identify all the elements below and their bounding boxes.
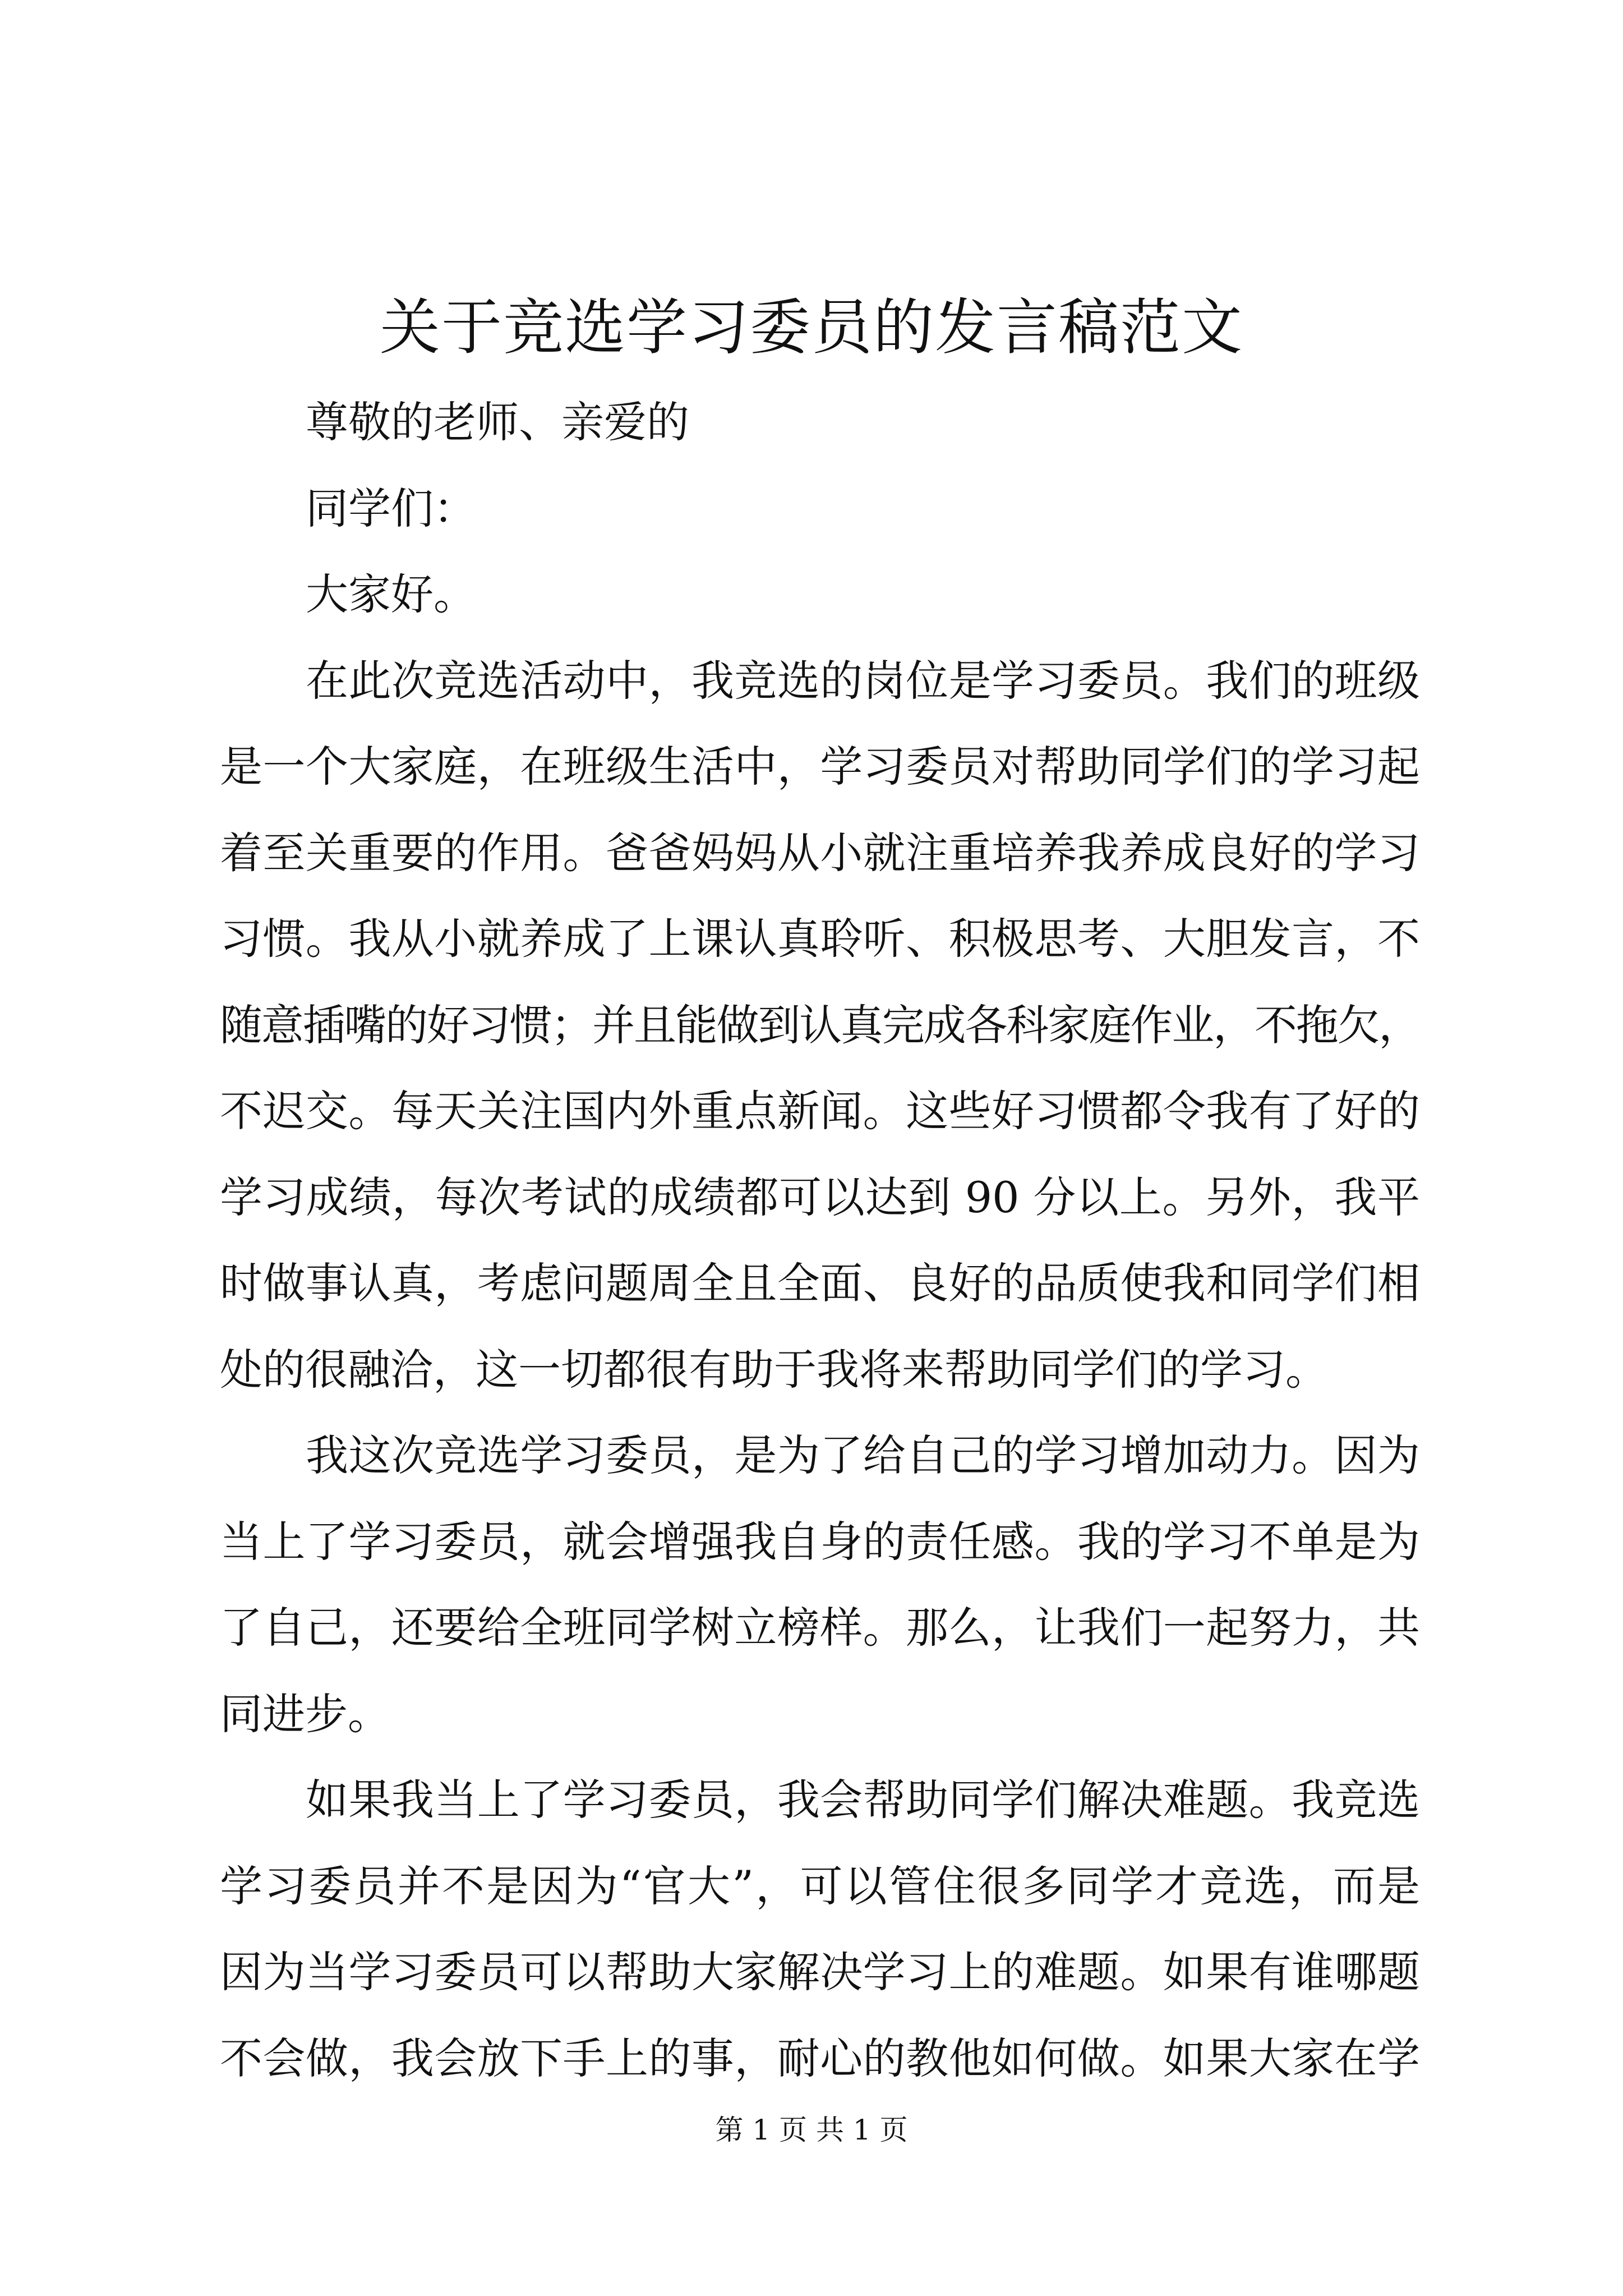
text-line: 随意插嘴的好习惯；并且能做到认真完成各科家庭作业，不拖欠， [220,1000,1420,1050]
text-line: 因为当学习委员可以帮助大家解决学习上的难题。如果有谁哪题 [220,1947,1420,1997]
text-line: 处的很融洽，这一切都很有助于我将来帮助同学们的学习。 [220,1344,1328,1395]
page-footer: 第 1 页 共 1 页 [715,2114,908,2146]
text-line: 习惯。我从小就养成了上课认真聆听、积极思考、大胆发言，不 [220,914,1420,964]
text-line: 着至关重要的作用。爸爸妈妈从小就注重培养我养成良好的学习 [220,827,1420,878]
text-line: 同进步。 [220,1688,390,1739]
text-line: 时做事认真，考虑问题周全且全面、良好的品质使我和同学们相 [220,1258,1420,1308]
text-line: 同学们： [306,483,476,533]
text-line: 了自己，还要给全班同学树立榜样。那么，让我们一起努力，共 [220,1603,1420,1653]
text-line: 学习委员并不是因为“官大”，可以管住很多同学才竞选，而是 [220,1861,1420,1911]
text-line: 在此次竞选活动中，我竞选的岗位是学习委员。我们的班级 [306,655,1420,706]
text-line: 不迟交。每天关注国内外重点新闻。这些好习惯都令我有了好的 [220,1086,1420,1136]
text-line: 当上了学习委员，就会增强我自身的责任感。我的学习不单是为 [220,1516,1420,1567]
text-line: 我这次竞选学习委员，是为了给自己的学习增加动力。因为 [306,1430,1420,1480]
document-body [220,379,1420,2101]
text-line: 不会做，我会放下手上的事，耐心的教他如何做。如果大家在学 [220,2033,1420,2083]
text-line: 大家好。 [306,569,476,619]
text-line: 是一个大家庭，在班级生活中，学习委员对帮助同学们的学习起 [220,742,1420,792]
text-line: 学习成绩，每次考试的成绩都可以达到 90 分以上。另外，我平 [220,1172,1420,1222]
text-line: 尊敬的老师、亲爱的 [306,397,689,447]
text-line: 如果我当上了学习委员，我会帮助同学们解决难题。我竞选 [306,1775,1420,1825]
document-title: 关于竞选学习委员的发言稿范文 [379,293,1243,363]
